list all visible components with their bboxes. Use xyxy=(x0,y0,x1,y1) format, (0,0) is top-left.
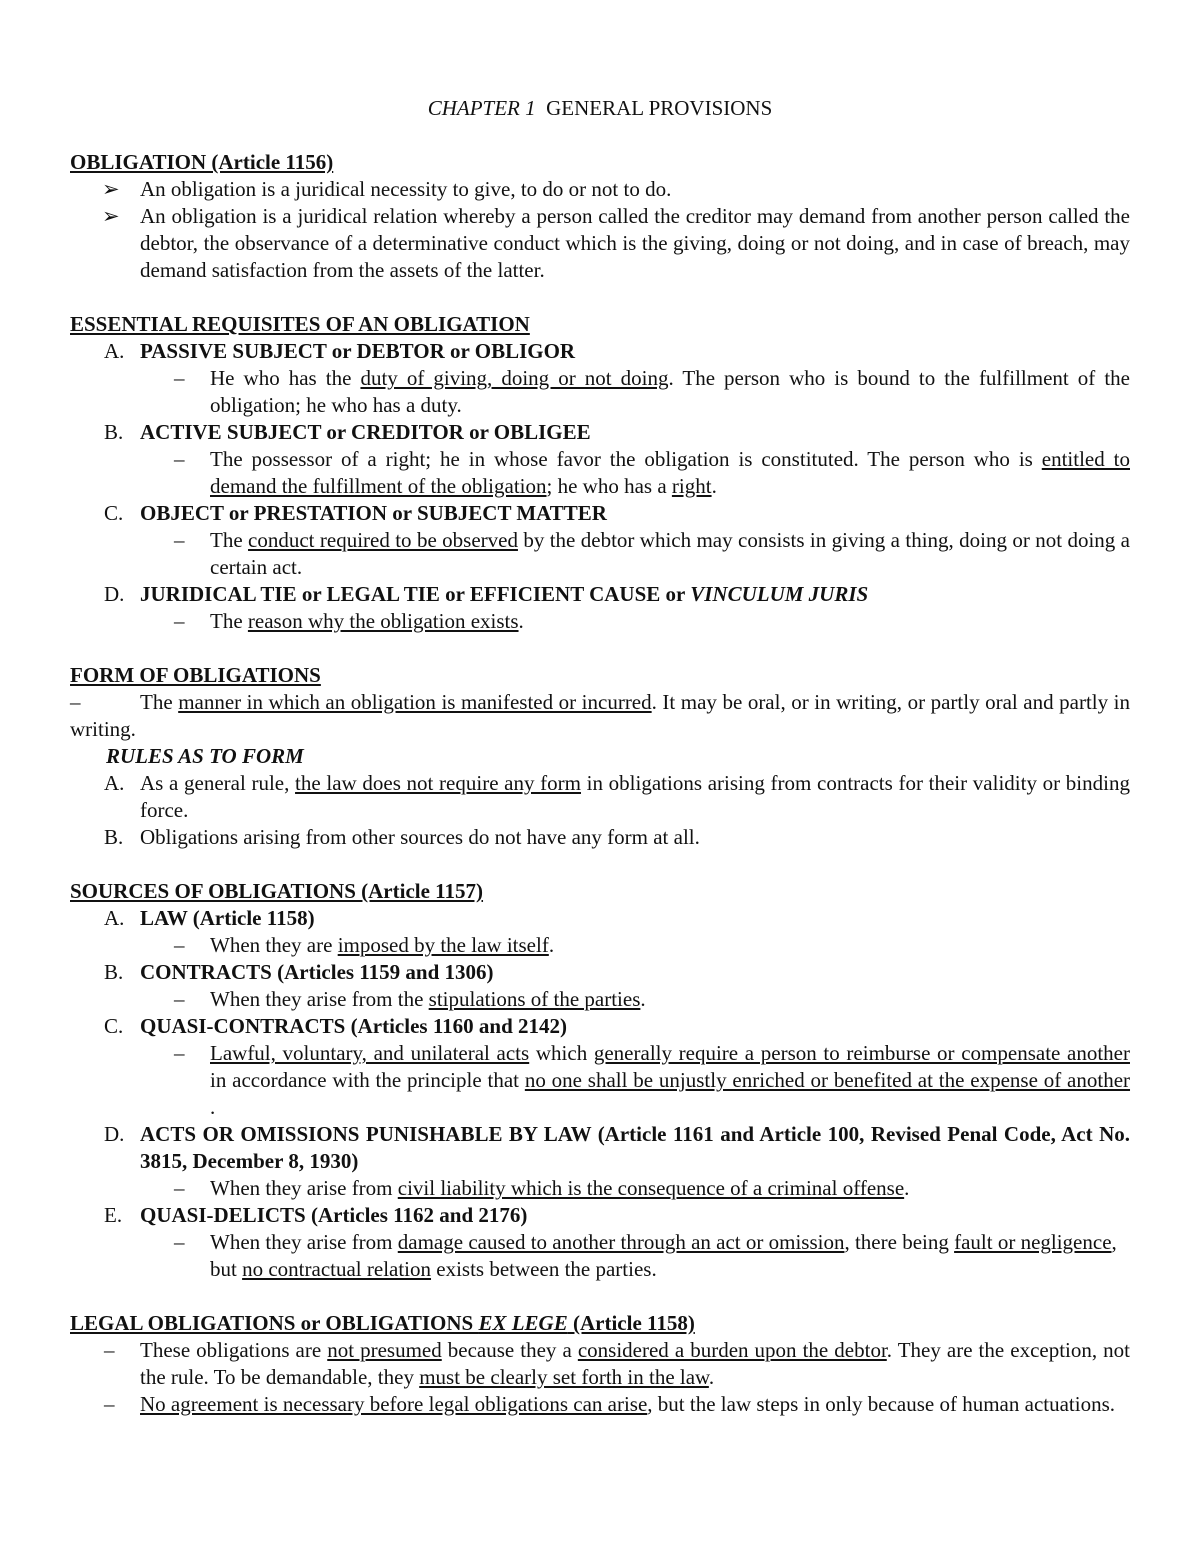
list-letter: A. xyxy=(104,339,125,363)
dash-bullet-icon: – xyxy=(174,1176,185,1200)
section-form xyxy=(70,662,1130,851)
list-item xyxy=(70,1175,1130,1202)
form-description: – The manner in which an obligation is manifested or incurred. It may be oral, or in writing, or partly oral and partly in writing. xyxy=(70,690,1130,741)
bullet-text: An obligation is a juridical necessity to give, to do or not to do. xyxy=(140,177,672,201)
page-title xyxy=(70,95,1130,122)
item-label: ACTS OR OMISSIONS PUNISHABLE BY LAW (Article 1161 and Article 100, Revised Penal Code, Act No. 3815, December 8, 1930) xyxy=(140,1122,1130,1173)
section-obligation xyxy=(70,149,1130,284)
list-item xyxy=(70,338,1130,365)
list-letter: D. xyxy=(104,1122,125,1146)
list-item xyxy=(70,770,1130,824)
list-item xyxy=(70,1337,1130,1391)
list-item xyxy=(70,527,1130,581)
dash-bullet-icon: – xyxy=(104,1392,115,1416)
item-label: PASSIVE SUBJECT or DEBTOR or OBLIGOR xyxy=(140,339,576,363)
section-heading: OBLIGATION (Article 1156) xyxy=(70,150,334,174)
list-item xyxy=(70,1013,1130,1040)
section-heading: ESSENTIAL REQUISITES OF AN OBLIGATION xyxy=(70,312,530,336)
list-item xyxy=(70,176,1130,203)
list-item xyxy=(70,203,1130,284)
list-item xyxy=(70,446,1130,500)
dash-bullet-icon: – xyxy=(104,1338,115,1362)
list-letter: A. xyxy=(104,906,125,930)
section-sources xyxy=(70,878,1130,1283)
list-letter: C. xyxy=(104,501,124,525)
section-requisites xyxy=(70,311,1130,635)
list-item xyxy=(70,500,1130,527)
section-heading: LEGAL OBLIGATIONS or OBLIGATIONS EX LEGE (Article 1158) xyxy=(70,1311,695,1335)
list-item xyxy=(70,1121,1130,1175)
section-heading: SOURCES OF OBLIGATIONS (Article 1157) xyxy=(70,879,484,903)
list-item xyxy=(70,986,1130,1013)
item-text: When they arise from civil liability which is the consequence of a criminal offense. xyxy=(210,1176,910,1200)
item-text: The reason why the obligation exists. xyxy=(210,609,524,633)
item-text: When they arise from the stipulations of the parties. xyxy=(210,987,646,1011)
list-letter: B. xyxy=(104,825,124,849)
list-letter: B. xyxy=(104,420,124,444)
list-letter: C. xyxy=(104,1014,124,1038)
item-text: He who has the duty of giving, doing or not doing. The person who is bound to the fulfillment of the obligation; he who has a duty. xyxy=(210,366,1130,417)
arrow-bullet-icon: ➢ xyxy=(102,177,120,201)
dash-bullet-icon: – xyxy=(174,609,185,633)
section-legal-obligations xyxy=(70,1310,1130,1418)
rule-text: Obligations arising from other sources do not have any form at all. xyxy=(140,825,700,849)
bullet-text: An obligation is a juridical relation whereby a person called the creditor may demand from another person called the debtor, the observance of a determinative conduct which is the giving, doing or not doing, and in case of breach, may demand satisfaction from the assets of the latter. xyxy=(140,204,1130,282)
item-label: CONTRACTS (Articles 1159 and 1306) xyxy=(140,960,494,984)
chapter-number: CHAPTER 1 xyxy=(427,96,536,120)
item-label: JURIDICAL TIE or LEGAL TIE or EFFICIENT CAUSE or VINCULUM JURIS xyxy=(140,582,869,606)
dash-bullet-icon: – xyxy=(174,1041,185,1065)
item-text: Lawful, voluntary, and unilateral acts which generally require a person to reimburse or compensate another in accordance with the principle that no one shall be unjustly enriched or benefited at the expense of another . xyxy=(210,1041,1131,1119)
list-letter: A. xyxy=(104,771,125,795)
list-item xyxy=(70,365,1130,419)
item-label: QUASI-CONTRACTS (Articles 1160 and 2142) xyxy=(140,1014,568,1038)
rules-heading: RULES AS TO FORM xyxy=(106,744,304,768)
list-item xyxy=(70,932,1130,959)
item-text: No agreement is necessary before legal obligations can arise, but the law steps in only because of human actuations. xyxy=(140,1392,1116,1416)
list-item xyxy=(70,1040,1130,1121)
item-text: When they are imposed by the law itself. xyxy=(210,933,555,957)
dash-bullet-icon: – xyxy=(174,366,185,390)
item-label: OBJECT or PRESTATION or SUBJECT MATTER xyxy=(140,501,607,525)
item-text: The conduct required to be observed by the debtor which may consists in giving a thing, doing or not doing a certain act. xyxy=(210,528,1130,579)
list-letter: D. xyxy=(104,582,125,606)
list-item xyxy=(70,824,1130,851)
list-item xyxy=(70,905,1130,932)
dash-bullet-icon: – xyxy=(174,528,185,552)
list-letter: E. xyxy=(104,1203,123,1227)
arrow-bullet-icon: ➢ xyxy=(102,204,120,228)
list-item xyxy=(70,1202,1130,1229)
item-text: The possessor of a right; he in whose favor the obligation is constituted. The person who is entitled to demand the fulfillment of the obligation; he who has a right. xyxy=(210,447,1130,498)
list-letter: B. xyxy=(104,960,124,984)
dash-bullet-icon: – xyxy=(174,447,185,471)
dash-bullet-icon: – xyxy=(70,690,81,714)
list-item xyxy=(70,1391,1130,1418)
item-label: ACTIVE SUBJECT or CREDITOR or OBLIGEE xyxy=(140,420,591,444)
item-label: QUASI-DELICTS (Articles 1162 and 2176) xyxy=(140,1203,528,1227)
item-text: These obligations are not presumed because they a considered a burden upon the debtor. They are the exception, not the rule. To be demandable, they must be clearly set forth in the law. xyxy=(140,1338,1130,1389)
dash-bullet-icon: – xyxy=(174,987,185,1011)
list-item xyxy=(70,1229,1130,1283)
dash-bullet-icon: – xyxy=(174,933,185,957)
list-item xyxy=(70,959,1130,986)
list-item xyxy=(70,608,1130,635)
chapter-name: GENERAL PROVISIONS xyxy=(546,96,773,120)
section-heading: FORM OF OBLIGATIONS xyxy=(70,663,321,687)
item-text: When they arise from damage caused to another through an act or omission, there being fault or negligence, but no contractual relation exists between the parties. xyxy=(210,1230,1117,1281)
list-item xyxy=(70,419,1130,446)
dash-bullet-icon: – xyxy=(174,1230,185,1254)
item-label: LAW (Article 1158) xyxy=(140,906,315,930)
rule-text: As a general rule, the law does not require any form in obligations arising from contracts for their validity or binding force. xyxy=(140,771,1130,822)
list-item xyxy=(70,581,1130,608)
